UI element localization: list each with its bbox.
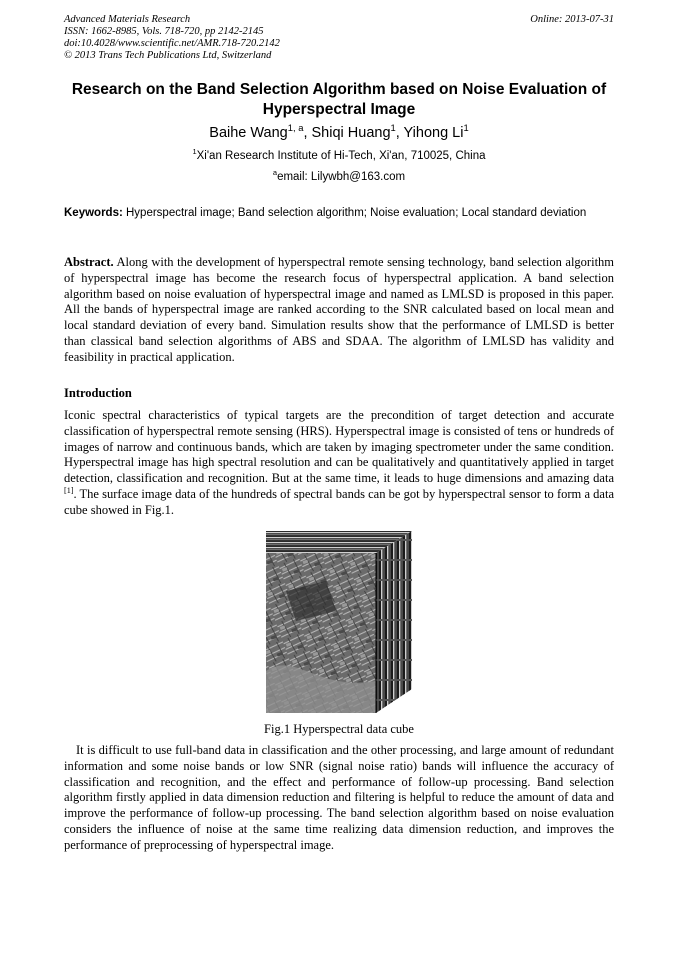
citation-ref: [1] — [64, 485, 74, 495]
abstract-text: Along with the development of hyperspectral remote sensing technology, band selection algorithm of hyperspectral image has become the research focus of hyperspectral application. A band selection algorithm based on noise evaluation of hyperspectral image and named as LMLSD is proposed in this paper. All the bands of hyperspectral image are ranked according to the SNR calculated based on local mean and local standard deviation of every band. Simulation results show that the performance of LMLSD is better than classical band selection algorithms of ABS and SDAA. The algorithm of LMLSD has validity and feasibility in practical application. — [64, 255, 615, 364]
keywords-text: Hyperspectral image; Band selection algorithm; Noise evaluation; Local standard deviation — [126, 207, 587, 219]
cube-side-face — [376, 531, 412, 713]
email-line — [64, 168, 614, 183]
introduction-paragraph-2: It is difficult to use full-band data in classification and the other processing, and large amount of redundant information and some noise bands or low SNR (signal noise ratio) bands will influence the accuracy of classification and recognition, and the effect and performance of follow-up processing. Band selection algorithm firstly applied in data dimension reduction and filtering is helpful to reduce the amount of data and improve the performance of follow-up processing. The band selection algorithm based on noise evaluation considers the influence of noise at the same time realizing data dimension reduction, and improves the performance of preprocessing of hyperspectral image. — [64, 743, 614, 852]
doi-line: doi:10.4028/www.scientific.net/AMR.718-720.2142 — [64, 38, 280, 49]
author-separator: , — [395, 125, 404, 141]
abstract — [64, 255, 614, 366]
issn-line: ISSN: 1662-8985, Vols. 718-720, pp 2142-2145 — [64, 26, 264, 37]
paper-title: Research on the Band Selection Algorithm based on Noise Evaluation of Hyperspectral Image — [71, 81, 607, 118]
intro-text-before-ref: Iconic spectral characteristics of typical targets are the precondition of target detection and accurate classification of hyperspectral remote sensing (HRS). Hyperspectral image is consisted of tens or hundreds of images of narrow and continuous bands, which are taken by imaging spectrometer under the same condition. Hyperspectral image has high spectral resolution and can be qualitatively and quantitatively applied in target detection, classification and recognition. But at the same time, it leads to huge dimensions and amazing data — [64, 408, 614, 486]
affiliation — [64, 147, 614, 162]
author-name: Baihe Wang — [209, 125, 288, 141]
journal-header — [64, 14, 614, 62]
author-name: Shiqi Huang — [311, 125, 391, 141]
keywords — [64, 206, 614, 221]
author-separator: , — [303, 125, 312, 141]
email-text: email: Lilywbh@163.com — [277, 171, 406, 183]
online-date: Online: 2013-07-31 — [530, 14, 614, 25]
author-affiliation-mark: 1 — [463, 122, 469, 134]
copyright-line: © 2013 Trans Tech Publications Ltd, Switzerland — [64, 50, 272, 61]
author-affiliation-mark: 1, a — [287, 122, 304, 134]
author-name: Yihong Li — [403, 125, 464, 141]
introduction-heading: Introduction — [64, 386, 132, 400]
hyperspectral-cube-figure — [266, 531, 412, 713]
affiliation-mark: 1 — [192, 147, 197, 157]
keywords-label: Keywords: — [64, 207, 123, 219]
abstract-label: Abstract. — [64, 255, 114, 269]
affiliation-text: Xi'an Research Institute of Hi-Tech, Xi'an, 710025, China — [196, 150, 486, 162]
email-mark: a — [272, 168, 278, 178]
journal-name: Advanced Materials Research — [64, 14, 191, 25]
figure-caption: Fig.1 Hyperspectral data cube — [264, 722, 414, 736]
author-list — [64, 122, 614, 141]
introduction-paragraph-1 — [64, 408, 614, 519]
intro-text-after-ref: . The surface image data of the hundreds of spectral bands can be got by hyperspectral sensor to form a data cube showed in Fig.1. — [64, 486, 614, 517]
author-affiliation-mark: 1 — [390, 122, 396, 134]
